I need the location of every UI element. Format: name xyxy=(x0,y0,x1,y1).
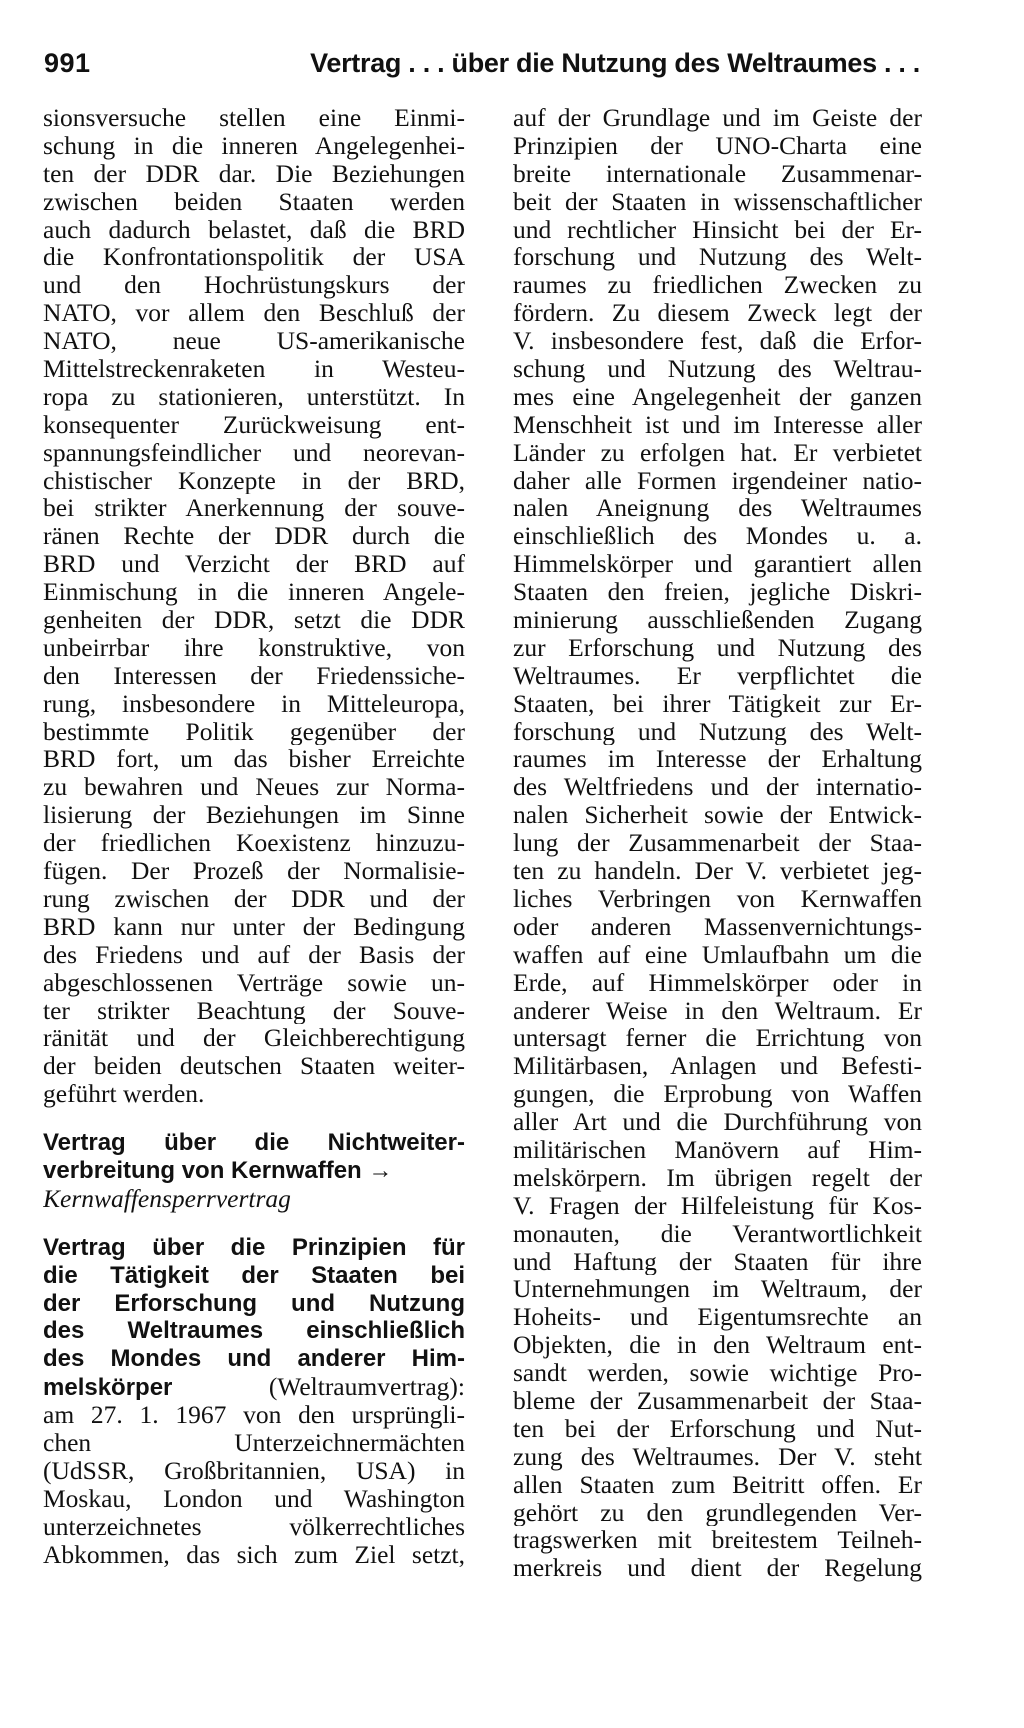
text-line: die Konfrontationspolitik der USA xyxy=(43,243,465,272)
entry-heading-line xyxy=(43,1373,465,1401)
text-line: ten bei der Erforschung und Nut- xyxy=(513,1414,922,1443)
text-line: forschung und Nutzung des Welt- xyxy=(513,717,922,746)
text-line: beit der Staaten in wissenschaftlicher xyxy=(513,187,922,216)
text-line: gehört zu den grundlegenden Ver- xyxy=(513,1498,922,1527)
text-line: Einmischung in die inneren Angele- xyxy=(43,578,465,607)
text-line: allen Staaten zum Beitritt offen. Er xyxy=(513,1470,922,1499)
right-paragraph xyxy=(513,104,922,1582)
text-line: am 27. 1. 1967 von den ursprüngli- xyxy=(43,1401,465,1429)
text-line: merkreis und dient der Regelung xyxy=(513,1554,922,1583)
text-line: sandt werden, sowie wichtige Pro- xyxy=(513,1359,922,1387)
entry-weltraumvertrag xyxy=(43,1234,465,1569)
entry-heading-line: Vertrag über die Nichtweiter- xyxy=(43,1129,465,1157)
text-line: Länder zu erfolgen hat. Er verbietet xyxy=(513,438,922,467)
text-line: forschung und Nutzung des Welt- xyxy=(513,243,922,272)
cross-reference: Kernwaffensperrvertrag xyxy=(43,1184,291,1213)
text-line: ränen Rechte der DDR durch die xyxy=(43,522,465,551)
text-line: lung der Zusammenarbeit der Staa- xyxy=(513,829,922,858)
text-line: oder anderen Massenvernichtungs- xyxy=(513,912,922,941)
text-line: des Friedens und auf der Basis der xyxy=(43,940,465,969)
entry-gap xyxy=(43,1213,465,1234)
text-line: und rechtlicher Hinsicht bei der Er- xyxy=(513,215,922,244)
text-line: zung des Weltraumes. Der V. steht xyxy=(513,1442,922,1471)
text-line: des Weltfriedens und der internatio- xyxy=(513,773,922,802)
text-line: untersagt ferner die Errichtung von xyxy=(513,1024,922,1053)
text-line: ten zu handeln. Der V. verbietet jeg- xyxy=(513,857,922,885)
text-line: NATO, neue US-amerikanische xyxy=(43,327,465,356)
entry-heading-line: verbreitung von Kernwaffen → xyxy=(43,1156,393,1184)
text-line: Erde, auf Himmelskörper oder in xyxy=(513,968,922,997)
entry-heading-line: des Weltraumes einschließlich xyxy=(43,1317,465,1345)
text-line: bleme der Zusammenarbeit der Staa- xyxy=(513,1386,922,1415)
text-line: tragswerken mit breitestem Teilneh- xyxy=(513,1526,922,1555)
text-line: BRD fort, um das bisher Erreichte xyxy=(43,745,465,774)
text-line: lisierung der Beziehungen im Sinne xyxy=(43,801,465,830)
text-line: liches Verbringen von Kernwaffen xyxy=(513,884,922,913)
page-number: 991 xyxy=(44,48,91,78)
left-paragraph xyxy=(43,104,465,1108)
text-line: nalen Sicherheit sowie der Entwick- xyxy=(513,801,922,830)
text-line: sionsversuche stellen eine Einmi- xyxy=(43,104,465,132)
text-line: den Interessen der Friedenssiche- xyxy=(43,661,465,690)
text-line: V. Fragen der Hilfeleistung für Kos- xyxy=(513,1191,922,1220)
entry-heading-line: der Erforschung und Nutzung xyxy=(43,1289,465,1317)
text-line: minierung ausschließenden Zugang xyxy=(513,606,922,634)
text-line: schung in die inneren Angelegenhei- xyxy=(43,131,465,160)
text-line: geführt werden. xyxy=(43,1080,205,1109)
entry-gap xyxy=(43,1108,465,1129)
entry-heading-line: des Mondes und anderer Him- xyxy=(43,1345,465,1373)
text-line: BRD kann nur unter der Bedingung xyxy=(43,912,465,941)
text-line: rung, insbesondere in Mitteleuropa, xyxy=(43,689,465,718)
text-line: fördern. Zu diesem Zweck legt der xyxy=(513,299,922,328)
right-column xyxy=(513,104,922,1582)
text-line: V. insbesondere fest, daß die Erfor- xyxy=(513,327,922,356)
text-line: Himmelskörper und garantiert allen xyxy=(513,550,922,579)
text-line: fügen. Der Prozeß der Normalisie- xyxy=(43,857,465,885)
text-line: Hoheits- und Eigentumsrechte an xyxy=(513,1303,922,1332)
text-line: einschließlich des Mondes u. a. xyxy=(513,522,922,551)
text-line: anderer Weise in den Weltraum. Er xyxy=(513,996,922,1025)
text-line: monauten, die Verantwortlichkeit xyxy=(513,1219,922,1248)
text-line: auf der Grundlage und im Geiste der xyxy=(513,104,922,132)
text-line: waffen auf eine Umlaufbahn um die xyxy=(513,940,922,969)
text-line: ropa zu stationieren, unterstützt. In xyxy=(43,382,465,411)
text-line: zwischen beiden Staaten werden xyxy=(43,187,465,216)
text-line: gungen, die Erprobung von Waffen xyxy=(513,1080,922,1109)
text-line: unbeirrbar ihre konstruktive, von xyxy=(43,633,465,662)
text-line: Staaten, bei ihrer Tätigkeit zur Er- xyxy=(513,689,922,718)
text-line: NATO, vor allem den Beschluß der xyxy=(43,299,465,328)
text-line: Moskau, London und Washington xyxy=(43,1484,465,1513)
entry-heading-line: Vertrag über die Prinzipien für xyxy=(43,1233,465,1261)
text-line: und den Hochrüstungskurs der xyxy=(43,271,465,300)
entry-heading-line: die Tätigkeit der Staaten bei xyxy=(43,1261,465,1289)
text-line: aller Art und die Durchführung von xyxy=(513,1108,922,1136)
text-line: Objekten, die in den Weltraum ent- xyxy=(513,1331,922,1360)
text-line: und Haftung der Staaten für ihre xyxy=(513,1247,922,1276)
text-line: militärischen Manövern auf Him- xyxy=(513,1135,922,1164)
text-line: Unternehmungen im Weltraum, der xyxy=(513,1275,922,1304)
text-line: Prinzipien der UNO-Charta eine xyxy=(513,131,922,160)
text-line: der beiden deutschen Staaten weiter- xyxy=(43,1052,465,1081)
text-line: abgeschlossenen Verträge sowie un- xyxy=(43,968,465,997)
text-line: BRD und Verzicht der BRD auf xyxy=(43,550,465,579)
text-line: chistischer Konzepte in der BRD, xyxy=(43,466,465,495)
text-line: ränität und der Gleichberechtigung xyxy=(43,1024,465,1053)
text-line: Militärbasen, Anlagen und Befesti- xyxy=(513,1052,922,1081)
text-line: schung und Nutzung des Weltrau- xyxy=(513,355,922,383)
text-line: genheiten der DDR, setzt die DDR xyxy=(43,606,465,634)
text-line: daher alle Formen irgendeiner natio- xyxy=(513,466,922,495)
text-line: Menschheit ist und im Interesse aller xyxy=(513,410,922,439)
text-line: der friedlichen Koexistenz hinzuzu- xyxy=(43,829,465,858)
text-line: Abkommen, das sich zum Ziel setzt, xyxy=(43,1540,465,1569)
text-line: auch dadurch belastet, daß die BRD xyxy=(43,215,465,244)
text-line: raumes zu friedlichen Zwecken zu xyxy=(513,271,922,300)
text-line: melskörpern. Im übrigen regelt der xyxy=(513,1163,922,1192)
text-line: (UdSSR, Großbritannien, USA) in xyxy=(43,1456,465,1485)
text-line: unterzeichnetes völkerrechtliches xyxy=(43,1512,465,1541)
running-head: Vertrag . . . über die Nutzung des Weltraumes . . . xyxy=(310,48,920,78)
text-line: ten der DDR dar. Die Beziehungen xyxy=(43,159,465,188)
text-line: chen Unterzeichnermächten xyxy=(43,1428,465,1457)
page-header xyxy=(44,48,920,88)
text-line: bestimmte Politik gegenüber der xyxy=(43,717,465,746)
text-line: rung zwischen der DDR und der xyxy=(43,884,465,913)
text-line: zu bewahren und Neues zur Norma- xyxy=(43,773,465,802)
text-line: spannungsfeindlicher und neorevan- xyxy=(43,438,465,467)
text-line: bei strikter Anerkennung der souve- xyxy=(43,494,465,523)
text-line: Staaten den freien, jegliche Diskri- xyxy=(513,578,922,607)
text-line: mes eine Angelegenheit der ganzen xyxy=(513,382,922,411)
entry-short-title: (Weltraumvertrag): xyxy=(268,1373,465,1402)
text-line: Mittelstreckenraketen in Westeu- xyxy=(43,355,465,383)
text-line: breite internationale Zusammenar- xyxy=(513,159,922,188)
text-line: ter strikter Beachtung der Souve- xyxy=(43,996,465,1025)
entry-nichtweiterverbreitung xyxy=(43,1129,465,1213)
text-line: zur Erforschung und Nutzung des xyxy=(513,633,922,662)
text-line: raumes im Interesse der Erhaltung xyxy=(513,745,922,774)
left-column xyxy=(43,104,465,1568)
text-line: Weltraumes. Er verpflichtet die xyxy=(513,661,922,690)
text-line: nalen Aneignung des Weltraumes xyxy=(513,494,922,523)
text-line: konsequenter Zurückweisung ent- xyxy=(43,410,465,439)
entry-heading-end: melskörper xyxy=(43,1374,173,1402)
